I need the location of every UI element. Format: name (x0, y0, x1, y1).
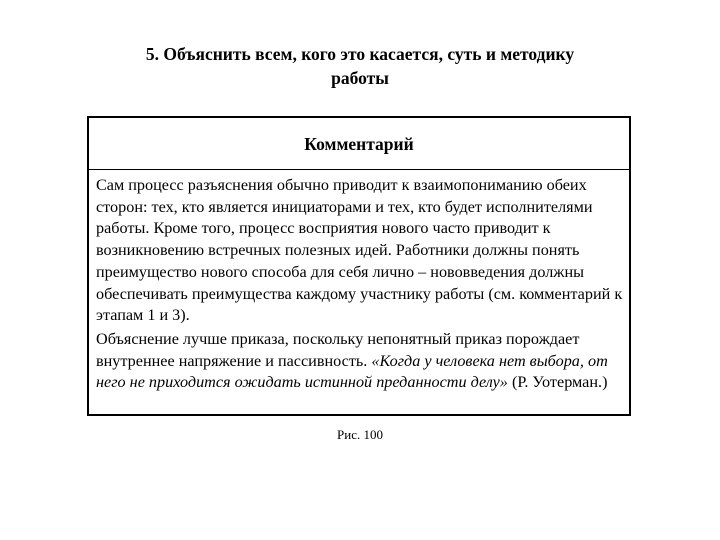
comment-box-title: Комментарий (89, 118, 629, 170)
comment-box (87, 116, 631, 416)
figure-caption: Рис. 100 (337, 427, 383, 442)
comment-paragraph-2 (96, 329, 628, 394)
comment-box-body (96, 175, 628, 394)
comment-paragraph-2-text: Объяснение лучше приказа, поскольку непонятный приказ порождает внутреннее напряжение и пассивность. (96, 329, 580, 370)
comment-paragraph-1: Сам процесс разъяснения обычно приводит к взаимопониманию обеих сторон: тех, кто является инициаторами и тех, кто будет исполнителями работы. Кроме того, процесс восприятия нового часто приводит к возникновению встречных полезных идей. Работники должны понять преимущество нового способа для себя лично – нововведения должны обеспечивать преимущества каждому участнику работы (см. комментарий к этапам 1 и 3). (96, 176, 623, 325)
section-heading-line-1: 5. Объяснить всем, кого это касается, суть и методику (145, 44, 575, 64)
section-heading (90, 42, 630, 90)
comment-quote: «Когда у человека нет выбора, от него не приходится ожидать истинной преданности делу» (96, 351, 608, 392)
comment-quote-attribution: (Р. Уотерман.) (507, 373, 608, 392)
section-heading-line-2: работы (331, 68, 389, 88)
